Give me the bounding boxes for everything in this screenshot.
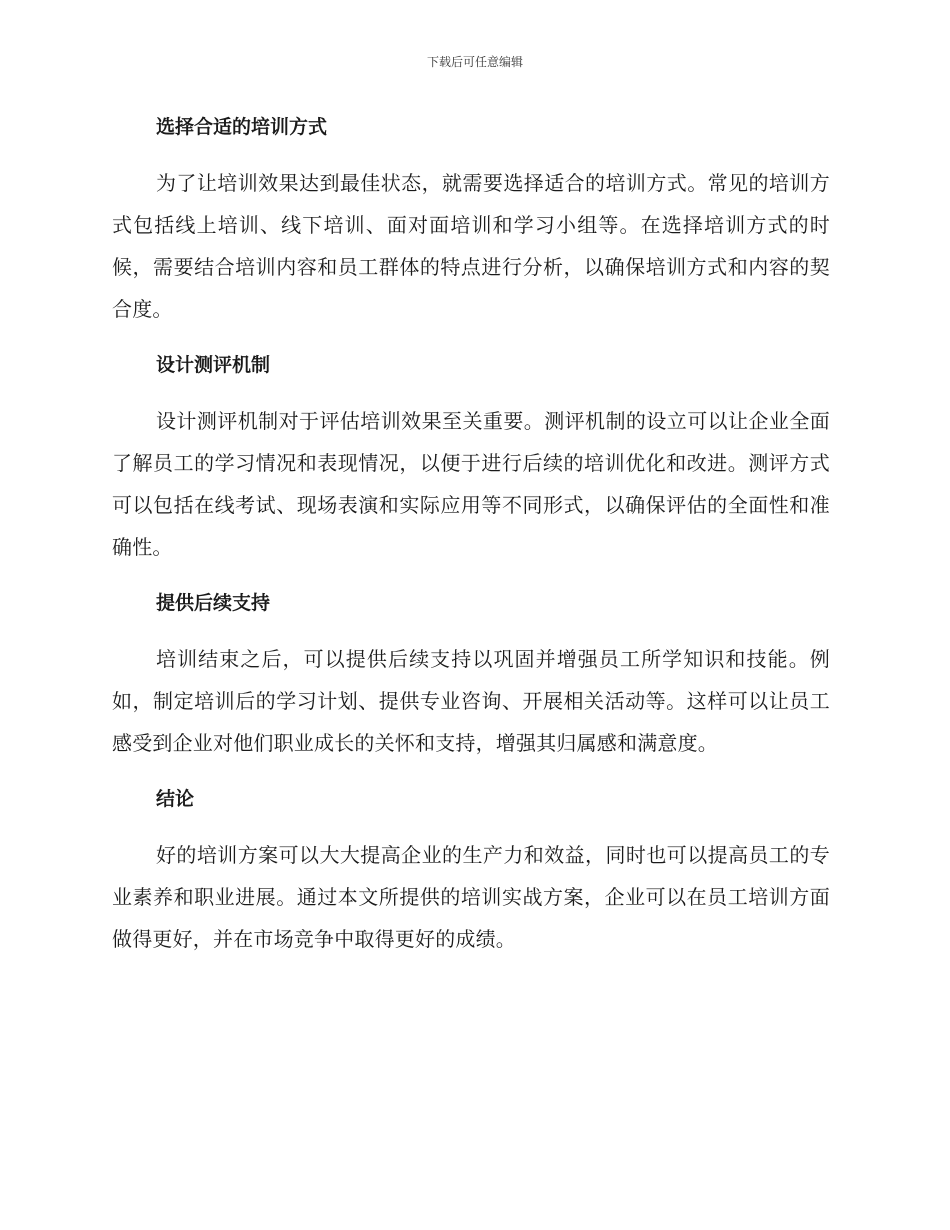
section-paragraph: 设计测评机制对于评估培训效果至关重要。测评机制的设立可以让企业全面了解员工的学习情况和表现情况，以便于进行后续的培训优化和改进。测评方式可以包括在线考试、现场表演和实际应用等不同形式，以确保评估的全面性和准确性。	[112, 409, 830, 559]
section-paragraph: 培训结束之后，可以提供后续支持以巩固并增强员工所学知识和技能。例如，制定培训后的学习计划、提供专业咨询、开展相关活动等。这样可以让员工感受到企业对他们职业成长的关怀和支持，增强其归属感和满意度。	[112, 647, 830, 755]
section-heading: 提供后续支持	[156, 592, 271, 614]
section-evaluation-mechanism	[112, 346, 830, 568]
section-conclusion	[112, 780, 830, 960]
section-heading: 结论	[156, 788, 195, 810]
section-training-method	[112, 108, 830, 330]
section-paragraph: 为了让培训效果达到最佳状态，就需要选择适合的培训方式。常见的培训方式包括线上培训、线下培训、面对面培训和学习小组等。在选择培训方式的时候，需要结合培训内容和员工群体的特点进行分析，以确保培训方式和内容的契合度。	[112, 171, 830, 321]
section-paragraph: 好的培训方案可以大大提高企业的生产力和效益，同时也可以提高员工的专业素养和职业进展。通过本文所提供的培训实战方案，企业可以在员工培训方面做得更好，并在市场竞争中取得更好的成绩。	[112, 843, 830, 951]
section-heading: 选择合适的培训方式	[156, 116, 328, 138]
page-header: 下载后可任意编辑	[426, 55, 523, 69]
document-body	[112, 108, 830, 976]
section-heading: 设计测评机制	[156, 354, 271, 376]
section-follow-up-support	[112, 584, 830, 764]
